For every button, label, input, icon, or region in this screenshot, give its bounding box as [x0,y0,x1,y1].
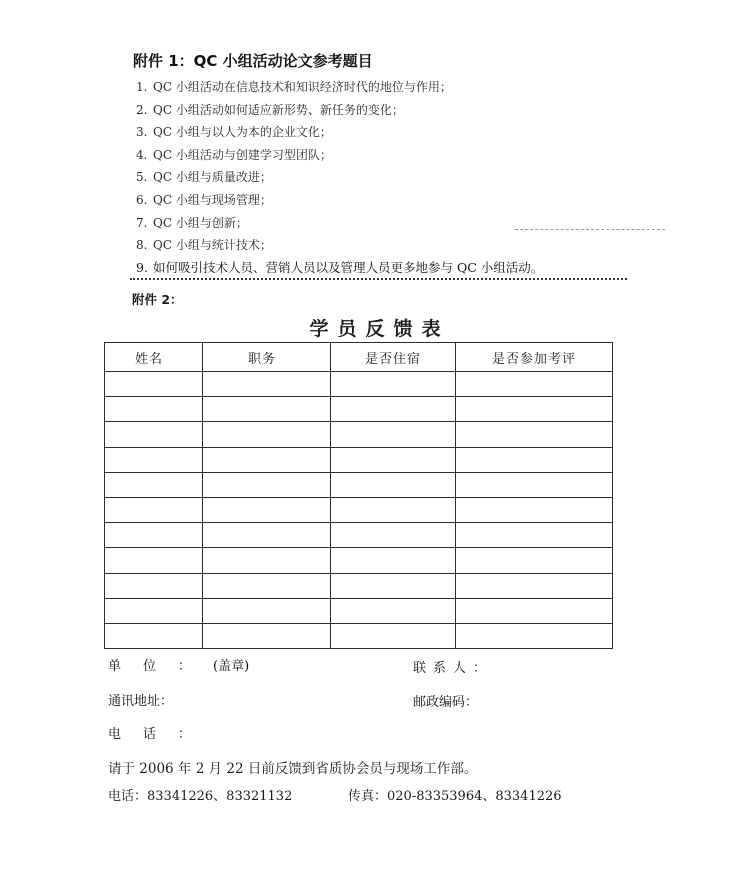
table-cell[interactable] [456,372,613,397]
table-cell[interactable] [331,523,456,548]
topic-number: 5. [136,170,148,185]
table-cell[interactable] [331,397,456,422]
topic-text: QC 小组活动如何适应新形势、新任务的变化； [153,102,404,117]
topic-text: QC 小组活动在信息技术和知识经济时代的地位与作用； [153,80,452,94]
contact-info [108,785,562,804]
table-cell[interactable] [203,623,331,648]
unit-stamp-note: (盖章) [213,659,250,674]
topic-number: 4. [136,147,148,162]
table-cell[interactable] [331,573,456,598]
feedback-table [104,342,613,649]
topic-item [136,99,543,122]
table-cell[interactable] [331,548,456,573]
table-cell[interactable] [331,422,456,447]
table-cell[interactable] [456,397,613,422]
table-cell[interactable] [203,573,331,598]
table-cell[interactable] [105,447,203,472]
table-row [105,397,613,422]
table-cell[interactable] [331,472,456,497]
topic-number: 3. [136,125,148,140]
address-label: 通讯地址： [108,694,174,709]
table-row [105,472,613,497]
contact-phone: 电话：83341226、83321132 [108,789,293,804]
table-cell[interactable] [203,523,331,548]
form-title: 学员反馈表 [309,318,450,340]
table-cell[interactable] [203,422,331,447]
deadline-note: 请于 2006 年 2 月 22 日前反馈到省质协会员与现场工作部。 [108,761,478,777]
table-cell[interactable] [105,573,203,598]
attachment2-label: 附件 2： [132,292,183,307]
table-cell[interactable] [105,372,203,397]
topic-number: 6. [136,192,148,207]
table-cell[interactable] [456,523,613,548]
table-cell[interactable] [203,472,331,497]
table-cell[interactable] [456,548,613,573]
table-cell[interactable] [105,497,203,522]
topic-text: QC 小组与创新； [153,215,248,230]
table-cell[interactable] [105,598,203,623]
topic-item [136,257,543,280]
table-header-row [105,343,613,372]
table-cell[interactable] [105,472,203,497]
column-header-position: 职务 [203,343,331,372]
table-row [105,598,613,623]
table-cell[interactable] [105,548,203,573]
table-cell[interactable] [203,497,331,522]
unit-label: 单位： [108,659,214,674]
table-cell[interactable] [331,623,456,648]
postal-code-label: 邮政编码： [413,695,479,710]
topic-text: 如何吸引技术人员、营销人员以及管理人员更多地参与 QC 小组活动。 [153,259,544,275]
table-row [105,497,613,522]
table-cell[interactable] [331,447,456,472]
table-row [105,548,613,573]
attachment1-title: 附件 1：QC 小组活动论文参考题目 [133,52,373,70]
topic-item [136,212,543,235]
table-cell[interactable] [105,422,203,447]
table-cell[interactable] [203,372,331,397]
topic-number: 2. [136,102,148,117]
table-cell[interactable] [105,623,203,648]
table-cell[interactable] [203,397,331,422]
table-row [105,523,613,548]
table-cell[interactable] [456,422,613,447]
topic-number: 8. [136,238,148,253]
table-row [105,447,613,472]
column-header-name: 姓名 [105,343,203,372]
topic-number: 1. [136,80,148,94]
topic-item [136,166,543,189]
column-header-lodging: 是否住宿 [331,343,456,372]
table-cell[interactable] [456,623,613,648]
table-body [105,372,613,649]
topic-text: QC 小组与质量改进； [153,170,272,185]
table-cell[interactable] [456,447,613,472]
table-row [105,573,613,598]
table-cell[interactable] [456,598,613,623]
table-cell[interactable] [105,397,203,422]
table-cell[interactable] [331,598,456,623]
topic-text: QC 小组活动与创建学习型团队； [153,147,332,162]
faint-dashed-line [515,229,665,230]
contact-fax: 传真：020-83353964、83341226 [348,789,562,804]
table-cell[interactable] [203,447,331,472]
column-header-evaluation: 是否参加考评 [456,343,613,372]
table-cell[interactable] [203,548,331,573]
phone-label: 电话： [108,727,214,742]
topic-item [136,144,543,167]
topic-text: QC 小组与以人为本的企业文化； [153,125,332,140]
topic-item [136,121,543,144]
topic-text: QC 小组与统计技术； [153,238,272,253]
table-cell[interactable] [105,523,203,548]
table-cell[interactable] [203,598,331,623]
topic-item [136,189,543,212]
topic-item [136,234,543,257]
table-row [105,422,613,447]
topic-item [136,76,543,99]
contact-person-label: 联系人： [413,661,494,676]
table-row [105,623,613,648]
topic-list [136,76,543,279]
unit-field [108,655,249,674]
table-cell[interactable] [331,497,456,522]
section-divider [130,278,627,280]
table-row [105,372,613,397]
topic-text: QC 小组与现场管理； [153,192,272,207]
topic-number: 9. [136,259,148,275]
table-cell[interactable] [456,497,613,522]
table-cell[interactable] [456,472,613,497]
topic-number: 7. [136,215,148,230]
table-cell[interactable] [331,372,456,397]
table-cell[interactable] [456,573,613,598]
